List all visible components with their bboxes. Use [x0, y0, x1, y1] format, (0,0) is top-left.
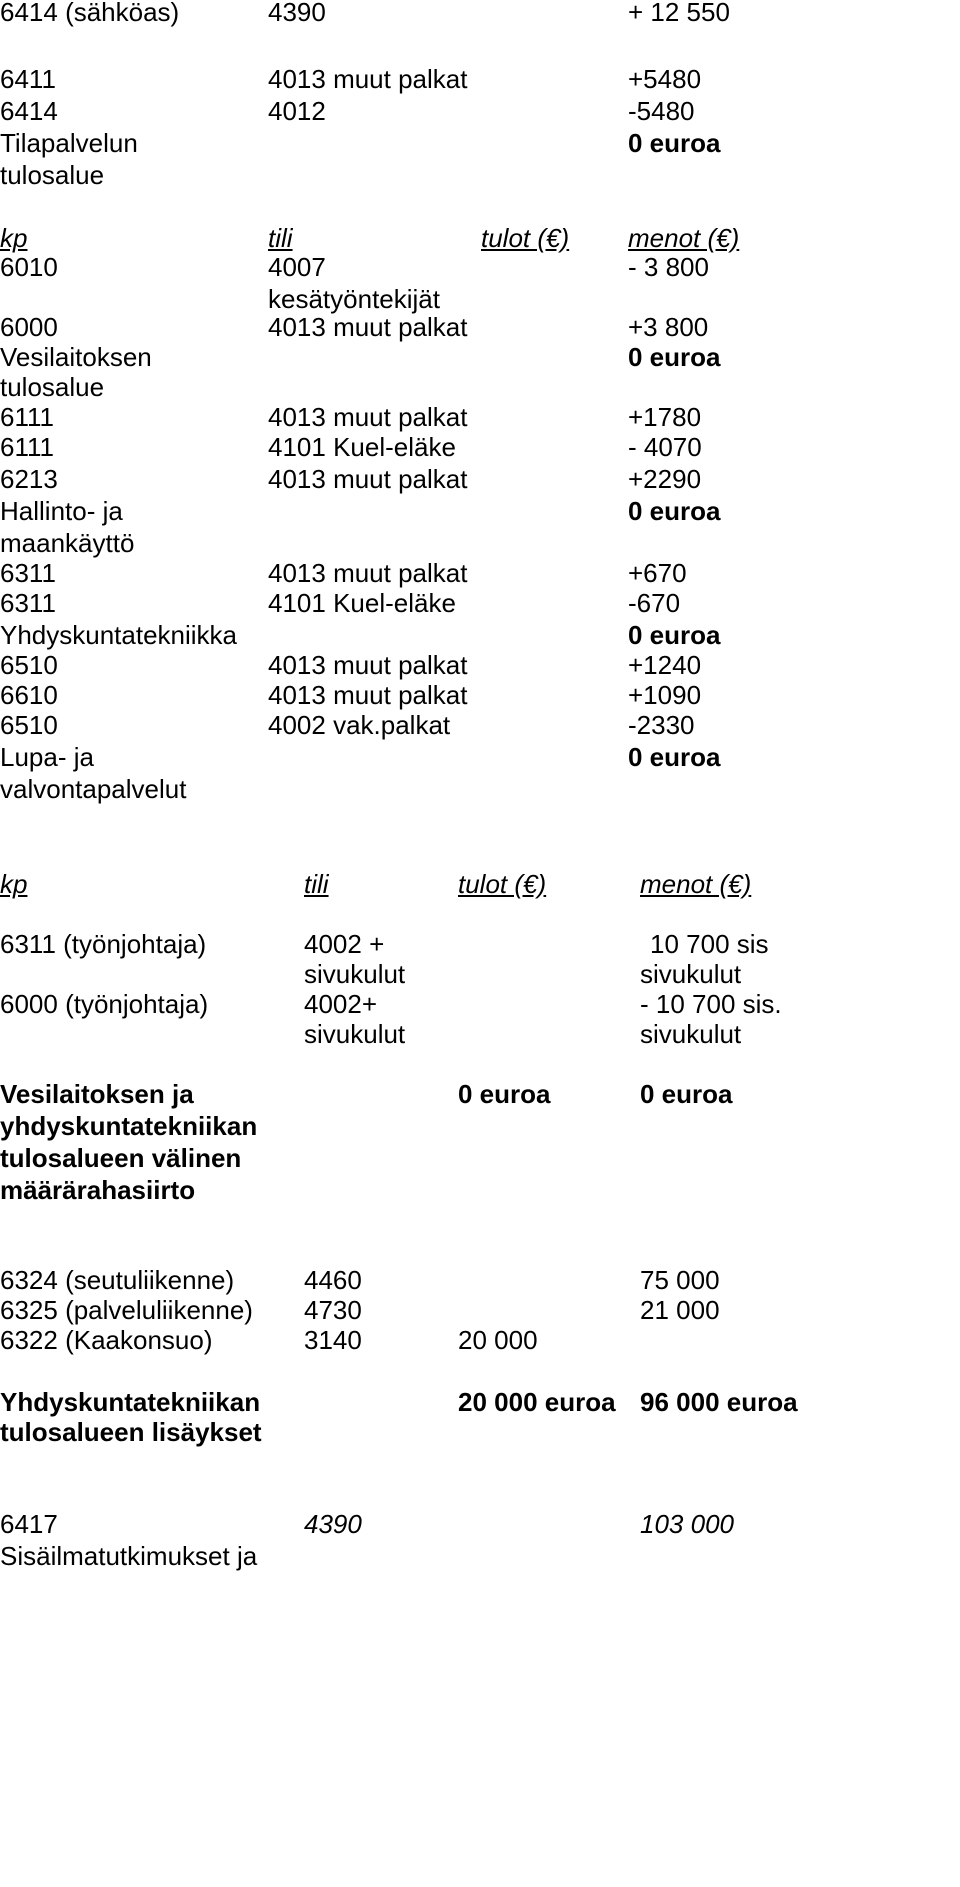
tili-cell: kesätyöntekijät [268, 284, 440, 314]
menot-cell: 75 000 [640, 1265, 720, 1295]
menot-cell: - 3 800 [628, 252, 709, 282]
menot-cell: +1240 [628, 650, 702, 680]
kp-cell: 6311 (työnjohtaja) [0, 929, 207, 959]
tili-cell: 4390 [304, 1509, 362, 1539]
section-label: tulosalue [0, 160, 105, 190]
menot-cell: - 10 700 sis. [640, 989, 782, 1019]
tili-cell: 4013 muut palkat [268, 402, 468, 432]
tili-cell: 4460 [304, 1265, 362, 1295]
section-label: tulosalue [0, 372, 105, 402]
header-tili: tili [304, 869, 329, 899]
kp-cell: 6510 [0, 650, 58, 680]
menot-cell: +3 800 [628, 312, 709, 342]
menot-cell: +1090 [628, 680, 702, 710]
tili-cell: 4730 [304, 1295, 362, 1325]
tili-cell: 4002+ [304, 989, 378, 1019]
kp-cell: 6322 (Kaakonsuo) [0, 1325, 213, 1355]
header-menot: menot (€) [640, 869, 752, 899]
tili-cell: 4013 muut palkat [268, 558, 468, 588]
tili-cell: 4013 muut palkat [268, 650, 468, 680]
section-label: Vesilaitoksen [0, 342, 152, 372]
menot-cell: +1780 [628, 402, 702, 432]
tili-cell: 4101 Kuel-eläke [268, 588, 456, 618]
section-label: yhdyskuntatekniikan [0, 1111, 258, 1141]
kp-cell: 6111 [0, 402, 54, 432]
header-tulot: tulot (€) [481, 223, 570, 253]
kp-cell: 6111 [0, 432, 54, 462]
section-total: 0 euroa [628, 496, 721, 526]
tili-cell: 4390 [268, 0, 326, 27]
section-total-tulot: 0 euroa [458, 1079, 551, 1109]
header-menot: menot (€) [628, 223, 740, 253]
kp-cell: 6311 [0, 558, 56, 588]
section-label: Tilapalvelun [0, 128, 138, 158]
tili-cell: 4013 muut palkat [268, 312, 468, 342]
tili-cell: 4002 + [304, 929, 385, 959]
kp-cell: 6417 [0, 1509, 58, 1539]
section-total-menot: 96 000 euroa [640, 1387, 798, 1417]
menot-cell: 21 000 [640, 1295, 720, 1325]
header-tulot: tulot (€) [458, 869, 547, 899]
kp-cell: 6414 (sähköas) [0, 0, 180, 27]
menot-cell: + 12 550 [628, 0, 730, 27]
tili-cell: 4013 muut palkat [268, 680, 468, 710]
section-total-tulot: 20 000 euroa [458, 1387, 616, 1417]
tili-cell: 4012 [268, 96, 326, 126]
header-kp: kp [0, 869, 28, 899]
tili-cell: 4007 [268, 252, 326, 282]
tulot-cell: 20 000 [458, 1325, 538, 1355]
section-total-menot: 0 euroa [640, 1079, 733, 1109]
tili-cell: 3140 [304, 1325, 362, 1355]
tili-cell: 4002 vak.palkat [268, 710, 451, 740]
tili-cell: sivukulut [304, 1019, 406, 1049]
kp-cell: 6000 [0, 312, 58, 342]
menot-cell: sivukulut [640, 959, 742, 989]
kp-cell: 6610 [0, 680, 58, 710]
section-label: määrärahasiirto [0, 1175, 196, 1205]
kp-cell: 6311 [0, 588, 56, 618]
menot-cell: -2330 [628, 710, 695, 740]
menot-cell: +2290 [628, 464, 702, 494]
tili-cell: 4013 muut palkat [268, 64, 468, 94]
menot-cell: -670 [628, 588, 681, 618]
section-label: tulosalueen välinen [0, 1143, 242, 1173]
tili-cell: sivukulut [304, 959, 406, 989]
menot-cell: 10 700 sis [650, 929, 769, 959]
section-total: 0 euroa [628, 620, 721, 650]
kp-cell: 6411 [0, 64, 56, 94]
section-label: tulosalueen lisäykset [0, 1417, 262, 1447]
section-total: 0 euroa [628, 742, 721, 772]
section-total: 0 euroa [628, 342, 721, 372]
section-label: Lupa- ja [0, 742, 94, 772]
kp-cell: 6213 [0, 464, 58, 494]
section-label: maankäyttö [0, 528, 135, 558]
section-label: Yhdyskuntatekniikan [0, 1387, 261, 1417]
menot-cell: sivukulut [640, 1019, 742, 1049]
menot-cell: +670 [628, 558, 687, 588]
tili-cell: 4013 muut palkat [268, 464, 468, 494]
section-label: Yhdyskuntatekniikka [0, 620, 238, 650]
menot-cell: 103 000 [640, 1509, 734, 1539]
kp-cell: 6324 (seutuliikenne) [0, 1265, 235, 1295]
kp-cell: 6325 (palveluliikenne) [0, 1295, 253, 1325]
menot-cell: -5480 [628, 96, 695, 126]
menot-cell: +5480 [628, 64, 702, 94]
kp-cell: 6414 [0, 96, 58, 126]
kp-cell: 6510 [0, 710, 58, 740]
section-total: 0 euroa [628, 128, 721, 158]
section-label: valvontapalvelut [0, 774, 187, 804]
kp-cell: 6010 [0, 252, 58, 282]
section-label: Sisäilmatutkimukset ja [0, 1541, 258, 1571]
menot-cell: - 4070 [628, 432, 702, 462]
kp-cell: 6000 (työnjohtaja) [0, 989, 209, 1019]
section-label: Vesilaitoksen ja [0, 1079, 194, 1109]
section-label: Hallinto- ja [0, 496, 123, 526]
tili-cell: 4101 Kuel-eläke [268, 432, 456, 462]
header-kp: kp [0, 223, 28, 253]
header-tili: tili [268, 223, 293, 253]
